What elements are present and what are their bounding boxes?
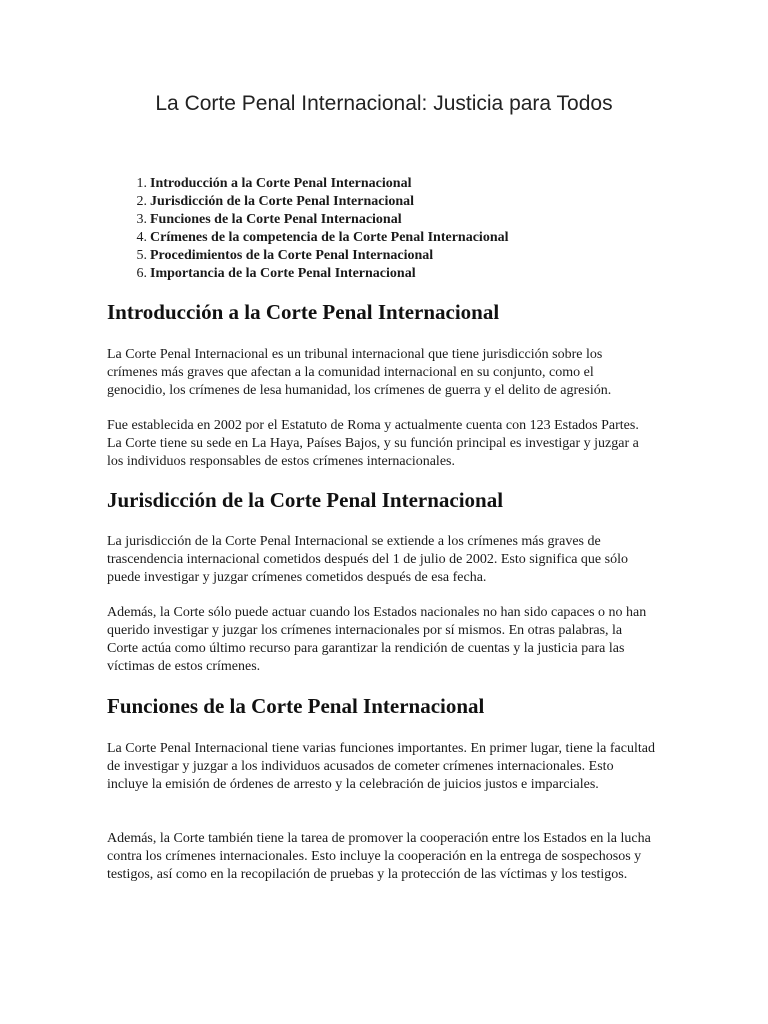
toc-number: 2. [136,194,147,209]
toc-label: Jurisdicción de la Corte Penal Internacional [150,194,415,209]
table-of-contents [118,175,509,283]
toc-item [118,175,509,193]
paragraph: La jurisdicción de la Corte Penal Internacional se extiende a los crímenes más graves de trascendencia internacional cometidos después del 1 de julio de 2002. Esto significa que sólo puede investigar y juzgar crímenes cometidos después de esa fecha. [107,534,628,585]
paragraph: La Corte Penal Internacional tiene varias funciones importantes. En primer lugar, tiene la facultad de investigar y juzgar a los individuos acusados de cometer crímenes internacionales. Esto incluye la emisión de órdenes de arresto y la celebración de juicios justos e imparciales. [107,741,655,792]
toc-item [118,193,509,211]
toc-item [118,229,509,247]
paragraph: Fue establecida en 2002 por el Estatuto de Roma y actualmente cuenta con 123 Estados Partes. La Corte tiene su sede en La Haya, Países Bajos, y su función principal es investigar y juzgar a los individuos responsables de estos crímenes internacionales. [107,418,639,469]
toc-label: Importancia de la Corte Penal Internacional [150,266,416,281]
section-heading: Introducción a la Corte Penal Internacional [107,300,500,324]
toc-label: Procedimientos de la Corte Penal Internacional [150,248,434,263]
toc-number: 6. [136,266,147,281]
section-heading: Jurisdicción de la Corte Penal Internacional [107,488,504,512]
paragraph: La Corte Penal Internacional es un tribunal internacional que tiene jurisdicción sobre los crímenes más graves que afectan a la comunidad internacional en su conjunto, como el genocidio, los crímenes de lesa humanidad, los crímenes de guerra y el delito de agresión. [107,347,612,398]
toc-number: 1. [136,176,147,191]
toc-label: Crímenes de la competencia de la Corte Penal Internacional [150,230,509,245]
page-title: La Corte Penal Internacional: Justicia para Todos [155,92,613,115]
toc-item [118,265,509,283]
toc-number: 3. [136,212,147,227]
toc-item [118,211,509,229]
toc-label: Introducción a la Corte Penal Internacional [150,176,412,191]
toc-number: 4. [136,230,147,245]
toc-number: 5. [136,248,147,263]
paragraph: Además, la Corte sólo puede actuar cuando los Estados nacionales no han sido capaces o no han querido investigar y juzgar los crímenes internacionales por sí mismos. En otras palabras, la Corte actúa como último recurso para garantizar la rendición de cuentas y la justicia para las víctimas de estos crímenes. [107,605,647,674]
paragraph: Además, la Corte también tiene la tarea de promover la cooperación entre los Estados en la lucha contra los crímenes internacionales. Esto incluye la cooperación en la entrega de sospechosos y testigos, así como en la recopilación de pruebas y la protección de las víctimas y los testigos. [107,831,651,882]
toc-label: Funciones de la Corte Penal Internacional [150,212,402,227]
section-heading: Funciones de la Corte Penal Internacional [107,694,485,718]
toc-item [118,247,509,265]
